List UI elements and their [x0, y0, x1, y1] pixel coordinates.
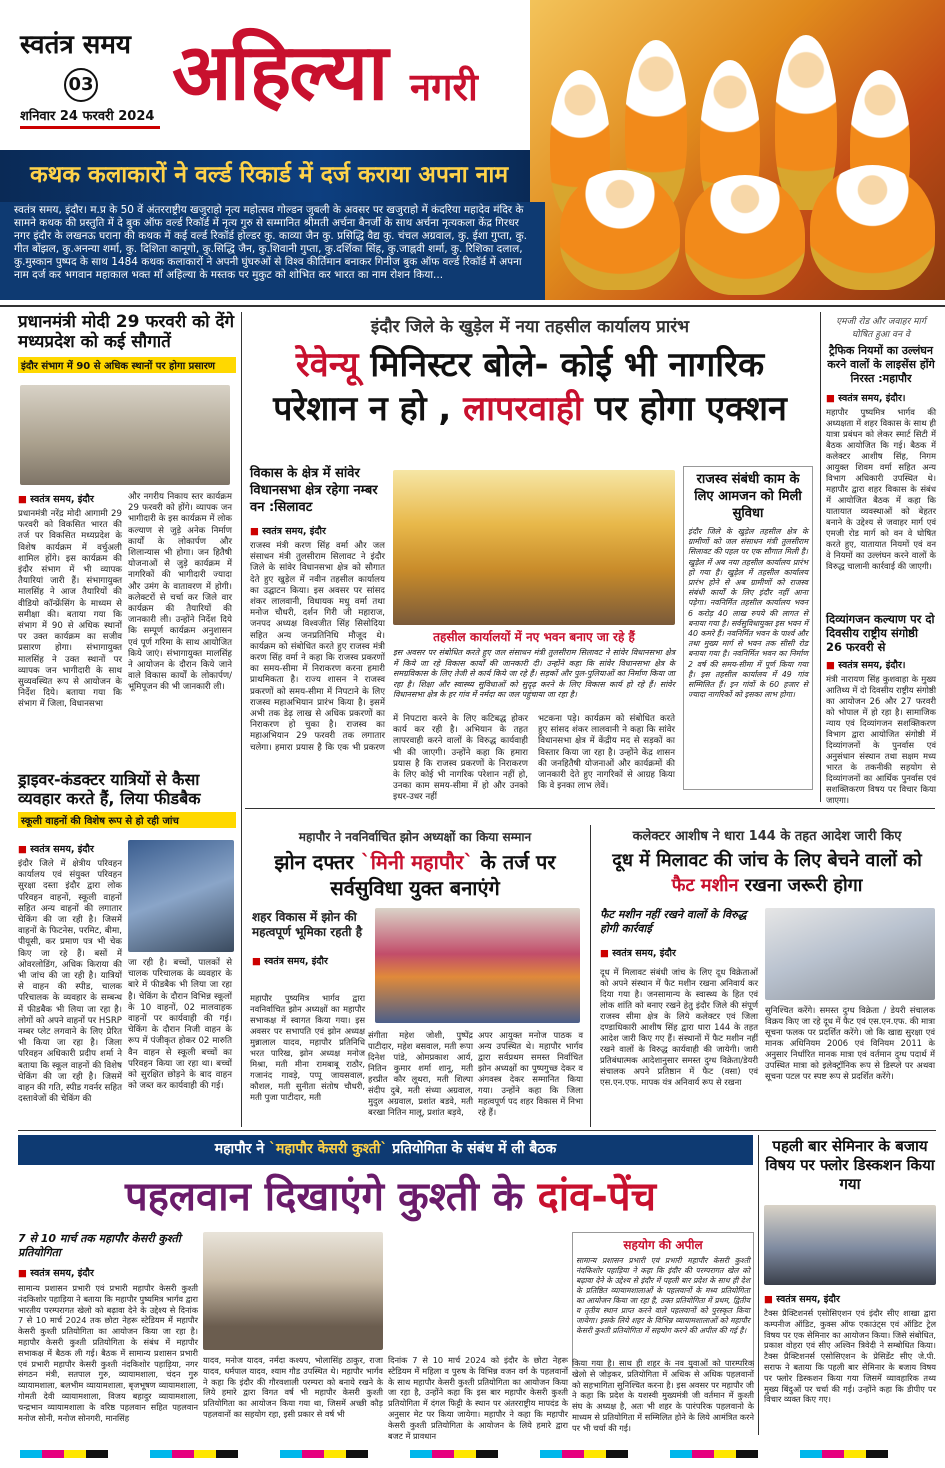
- revenue-body-c: भटकना पड़े। कार्यक्रम को संबोधित करते हुए सांसद शंकर लालवानी ने कहा कि सांवेर विधानसभा क्षेत्र में केंद्रीय मद से सड़कों का विस्तार किया जा रहा है। उन्होंने केंद्र शासन की जनहितैषी योजनाओं और कार्यक्रमों की जानकारी देते हुए नागरिकों से आग्रह किया कि वे इनका लाभ लेवें।: [538, 714, 675, 792]
- tehsil-caption-text: इस अवसर पर संबोधित करते हुए जल संसाधन मंत्री तुलसीराम सिलावट ने सांवेर विधानसभा क्षेत्र में किये जा रहे विकास कार्यों की जानकारी दी। उन्होंने कहा कि सांवेर विधानसभा क्षेत्र के समग्रविकास के लिए तेजी से कार्य किये जा रहे हैं। सड़कों और पुल-पुलियाओं का निर्माण किया जा रहा है। शिक्षा और स्वास्थ्य सुविधाओं को सुदृढ़ करने के लिए विकास कार्य हो रहे हैं। सांवेर विधानसभा क्षेत्र के हर गांव में नर्मदा का जल पहुंचाया जा रहा है।: [393, 648, 675, 699]
- seminar-body-col: [764, 1292, 936, 1438]
- traffic-body: महापौर पुष्यमित्र भार्गव की अध्यक्षता में शहर विकास के साथ ही यात्रा प्रबंधन को लेकर स्मार्ट सिटी में बैठक आयोजित कि गई। बैठक में कलेक्टर आशीष सिंह, निगम आयुक्त शिवम वर्मा सहित अन्य विभाग अधिकारी उपस्थित थे। महापौर द्वारा शहर विकास के संबंध में आयोजित बैठक में कहा कि यातायात व्यवस्थाओं को बेहतर बनाने के उद्देश्य से जवाहर मार्ग एवं एमजी रोड मार्ग को वन वे घोषित करते हुए, यातायात नियमों एवं वन वे नियमों का उल्लंघन करने वालों के विरुद्ध चालानी कार्रवाई की जाएगी।: [826, 407, 936, 571]
- seminar-byline: ■ स्वतंत्र समय, इंदौर: [764, 1292, 936, 1305]
- wrestling-banner-b: प्रतियोगिता के संबंध में ली बैठक: [392, 1141, 557, 1157]
- seminar-headline: पहली बार सेमिनार के बजाय विषय पर फ्लोर डिस्कशन किया गया: [765, 1137, 935, 1193]
- revenue-sidebar: [683, 466, 813, 790]
- divider: [245, 808, 935, 809]
- wrestling-left: [18, 1232, 198, 1448]
- divider: [18, 1130, 936, 1131]
- wrestling-banner-a: महापौर ने: [214, 1141, 265, 1157]
- zone-body-b: संगीता महेश जोशी, पुष्पेंद्र पाटीदार, महेश बसवाल, मती रूपा दिनेश पांडे, ओमप्रकाश आर्य, नितिन कुमार शर्मा शानू, मती हरप्रीत कौर लूथरा, मती शिल्पा संदीप दुबे, मती संध्या अग्रवाल, मुदुल अग्रवाल, प्रशांत बडवे, मती बरखा नितिन मालू, प्रशांत बड़वे,: [368, 1030, 473, 1117]
- modi-body-a: प्रधानमंत्री नरेंद्र मोदी आगामी 29 फरवरी को विकसित भारत की तर्ज पर विकसित मध्यप्रदेश के विशेष कार्यक्रम में वर्चुअली शामिल होंगे। इस कार्यक्रम की इंदौर संभाग में भी व्यापक तैयारियां जारी हैं। संभागायुक्त मालसिंह ने आज तैयारियों की वीडियो कॉन्फ्रेंसिंग के माध्यम से समीक्षा की। बताया गया कि संभाग में 90 से अधिक स्थानों पर उक्त कार्यक्रम का सजीव प्रसारण होगा। संभागायुक्त मालसिंह ने उक्त स्थानों पर व्यापक जन भागीदारी के साथ सुव्यवस्थित रूप से आयोजन के निर्देश दिये। बताया गया कि संभाग में जिला, विधानसभा: [18, 509, 122, 710]
- milk-article: [598, 826, 936, 898]
- wrestling-body-b-col: [203, 1355, 383, 1435]
- divyang-body: मंत्री नारायण सिंह कुशवाहा के मुख्य आतिथ्य में दो दिवसीय राष्ट्रीय संगोष्ठी का आयोजन 26 और 27 फरवरी को भोपाल में हो रहा है। सामाजिक न्याय एवं दिव्यांगजन सशक्तिकरण विभाग द्वारा आयोजित संगोष्ठी में दिव्यांगजनों के पुनर्वास एवं अनुसंधान संस्थान तथा सक्षम मध्य भारत के तकनीकी सहयोग से दिव्यांगजनों का आर्थिक पुनर्वास एवं सशक्तिकरण विषय पर विचार किया जाएगा।: [826, 674, 936, 805]
- milk-headline-b: रखना जरूरी होगा: [744, 875, 863, 896]
- section-title-suffix: नगरी: [410, 65, 478, 109]
- wrestling-body-d: किया गया है। साथ ही शहर के नव युवाओं को पारम्परिक खेलो से जोड़कर, प्रतियोगिता में अधिक से अधिक पहलवानों को सहभागिता सुनिश्चित करना है। इस अवसर पर महापौर जी ने कहा कि प्रदेश के यशस्वी मुख्यमंत्री जी वर्तमान में कुश्ती संघ के अध्यक्ष है, अतः भी शहर के पारंपरिक पहलवानो के माध्यम से प्रतियोगिता में सम्मिलित होने के लिये आमंत्रित करने पर भी चर्चा की गई।: [572, 1358, 754, 1433]
- zone-presidents-photo: [375, 908, 580, 1023]
- zone-byline: ■ स्वतंत्र समय, इंदौर: [252, 954, 370, 967]
- revenue-headline-l1: मिनिस्टर बोले- कोई भी नागरिक: [370, 345, 765, 385]
- column-rule: [820, 312, 821, 802]
- milk-kicker: कलेक्टर आशीष ने धारा 144 के तहत आदेश जारी किए: [632, 829, 902, 844]
- zone-article: [250, 828, 580, 901]
- milk-deck: फैट मशीन नहीं रखने वालों के विरुद्ध होगी कार्रवाई: [600, 908, 747, 935]
- divyang-article: [826, 612, 936, 805]
- appeal-text: सामान्य प्रशासन प्रभारी एवं प्रभारी महापौर केसरी कुश्ती नंदकिशोर पहाड़िया ने कहा कि इंदौर की परम्परागत खेल को बढ़ावा देने के उद्देश्य से इंदौर में पहली बार प्रदेश के साथ ही देश के प्रतिष्ठित व्यायामशालाओं के पहलवानों के मध्य प्रतियोगिता का आयोजन किया जा रहा है, उक्त प्रतियोगिता में प्रथम, द्वितीय व तृतीय स्थान प्राप्त करने वाले पहलवानों को पुरस्कृत किया जायेगा। इसके लिये शहर के विभिन्न व्यायामशालाओं को महापौर केसरी कुश्ती प्रतियोगिता में सहयोग करने की अपील की गई है।: [576, 1256, 750, 1335]
- page-number: 03: [64, 68, 98, 102]
- revenue-headline-red: रेवेन्यू: [295, 345, 359, 385]
- milk-headline-red: फैट मशीन: [671, 875, 739, 896]
- appeal-box: [572, 1232, 754, 1368]
- brand-name: स्वतंत्र समय: [20, 30, 131, 60]
- driver-body-a: इंदौर जिले में क्षेत्रीय परिवहन कार्यालय एवं संयुक्त परिवहन सुरक्षा दस्ता इंदौर द्वारा लोक परिवहन वाहनों, स्कूली वाहनों सहित अन्य वाहनों की लगातार चेकिंग की जा रही है। जिसमें वाहनों के फिटनेस, परमिट, बीमा, पीयूसी, कर प्रमाण पत्र भी चेक किए जा रहे हैं। बसों में ओवरलोडिंग, अधिक किराया की भी जांच की जा रही है। यात्रियों से वाहन की स्पीड, चालक परिचालक के व्यवहार के सम्बन्ध में फीडबैक भी लिया जा रहा है। लोगों को अपने वाहनों पर HSRP नम्बर प्लेट लगवाने के लिए प्रेरित भी किया जा रहा है। जिला परिवहन अधिकारी प्रदीप शर्मा ने बताया कि स्कूल वाहनों की विशेष चेकिंग की जा रही है। जिसमें वाहन की गति, स्पीड गवर्नर सहित दस्तावेजों की चेकिंग की: [18, 859, 122, 1105]
- issue-date: शनिवार 24 फरवरी 2024: [20, 109, 155, 124]
- wrestling-headline: [28, 1172, 753, 1222]
- zone-deck-block: [252, 910, 370, 967]
- milk-body-a: दूध में मिलावट संबंधी जांच के लिए दूध विक्रेताओं को अपने संस्थान में फैट मशीन रखना अनिवार्य कर दिया गया है। जनसामान्य के स्वास्थ्य के हित एवं लोक शांति को बनाए रखने हेतु इंदौर जिले की संपूर्ण राजस्व सीमा क्षेत्र के लिये कलेक्टर एवं जिला दण्डाधिकारी आशीष सिंह द्वारा धारा 144 के तहत आदेश जारी किए गए हैं। संस्थानों में फैट मशीन नहीं रखने वालों के विरुद्ध कार्यवाही की जायेगी। जारी प्रतिबंधात्मक आदेशानुसार समस्त दुग्ध विक्रेता/डेयरी संचालक अपने प्रतिष्ठान में फैट (वसा) एवं एस.एन.एफ. मापक यंत्र अनिवार्य रूप से रखना: [600, 967, 758, 1087]
- revenue-sidebar-head: राजस्व संबंधी काम के लिए आमजन को मिली सुविधा: [694, 472, 802, 521]
- zone-deck: शहर विकास में झोन की महत्वपूर्ण भूमिका रहती है: [252, 910, 363, 939]
- wrestling-banner-quote: `महापौर केसरी कुश्ती`: [269, 1141, 388, 1157]
- wrestling-meeting-photo: [203, 1232, 383, 1350]
- wrestling-byline: ■ स्वतंत्र समय, इंदौर: [18, 1266, 198, 1279]
- modi-body-col2: [128, 492, 232, 754]
- zone-body-a: महापौर पुष्यमित्र भार्गव द्वारा नवनिर्वाचित झोन अध्यक्षों का महापौर सभाकक्ष में स्वागत किया गया। इस अवसर पर सभापति एवं झोन अध्यक्ष मुन्नालाल यादव, महापौर प्रतिनिधि भरत पारिख, झोन अध्यक्ष मनोज मिश्रा, मती मीना रामबाबू राठौर, गजानंद गावड़े, पप्पू जायसवाल, कौशल, मती सुनीता संतोष चौधरी, मती पुजा पाटीदार, मती: [250, 993, 365, 1102]
- zone-body-c: अपर आयुक्त मनोज पाठक व अन्य उपस्थित थे। महापौर भार्गव द्वारा सर्वप्रथम समस्त निर्वाचित झोन अध्यक्षों का पुष्पगुच्छ देकर व अंगवस्त्र देकर सम्मानित किया गया। उन्होंने कहा कि जिला महत्वपूर्ण पद शहर विकास में निभा रहे हैं।: [478, 1030, 583, 1117]
- zone-headline-a: झोन दफ्तर: [274, 850, 354, 874]
- zone-body-b-col: [368, 1030, 473, 1128]
- milk-left: [600, 908, 758, 1123]
- driver-body-col1: [18, 842, 122, 1134]
- seminar-body: टैक्स प्रैक्टिशनर्स एसोसिएशन एवं इंदौर सीए शाखा द्वारा कम्पनीज ऑडिट, कुक्स ऑफ एकाउंट्स एवं ऑडिट ट्रेल विषय पर एक सेमिनार का आयोजन किया। जिसे संबोधित, प्रकाश वोहरा एवं सीए अश्विन त्रिवेदी ने सम्बोधित किया। टैक्स प्रैक्टिशनर्स एसोसिएशन के प्रेसिडेंट सीए जे.पी. सराफ ने बताया कि पहली बार सेमिनार के बजाय विषय पर फ्लोर डिस्कशन किया गया जिसमें व्यावहारिक तथ्य मुख्य बिंदुओं पर चर्चा की गई। उन्होंने कहा कि डीपीए पर विचार व्यक्त किए गए।: [764, 1308, 936, 1405]
- modi-headline: प्रधानमंत्री मोदी 29 फरवरी को देंगे मध्यप्रदेश को कई सौगातें: [18, 312, 235, 353]
- meeting-photo: [20, 385, 230, 485]
- revenue-body-b: में निपटारा करने के लिए कटिबद्ध होकर कार्य कर रही है। अभियान के तहत लापरवाही करने वालों के विरुद्ध कार्यवाही भी की जाएगी। उन्होंने कहा कि हमारा प्रयास है कि राजस्व प्रकरणों के निराकरण के लिए कोई भी नागरिक परेशान नहीं हो, उनका काम समय-सीमा में हो और उनको इधर-उधर नहीं: [393, 714, 528, 803]
- zone-headline-b: के तर्ज पर सर्वसुविधा युक्त बनाएंगे: [330, 850, 556, 900]
- kathak-headline: कथक कलाकारों ने वर्ल्ड रिकार्ड में दर्ज कराया अपना नाम: [30, 162, 509, 188]
- wrestling-body-c: दिनांक 7 से 10 मार्च 2024 को इंदौर के छोटा नेहरू स्टेडियम में महिला व पुरुष के विभिन्न वजन वर्ग के पहलवानों के साथ महापौर केसरी कुश्ती प्रतियोगिता का आयोजन किया जा रहा है, उन्होंने कहा कि इस बार महापौर केसरी कुश्ती प्रतियोगिता में दंगल फिट्टी के स्थान पर अंतरराष्ट्रीय मापदंड के अनुसार मेट पर किया जायेगा। महापौर ने कहा कि महापौर केसरी कुश्ती प्रतियोगिता के आयोजन के लिये हमारे द्वारा बजट में प्रावधान: [388, 1355, 568, 1441]
- seminar-photo: [764, 1205, 936, 1285]
- driver-body-b: जा रही है। बच्चों, पालकों से चालक परिचालक के व्यवहार के बारे में फीडबैक भी लिया जा रहा है। चेकिंग के दौरान विभिन्न स्कूलों के 10 वाहनों, 02 मालवाहक वाहनों पर कार्यवाही की गई। चेकिंग के दौरान निजी वाहन के रूप में पंजीकृत होकर 02 मारुति वैन वाहन से स्कूली बच्चों का परिवहन किया जा रहा था। बच्चों को सुरक्षित छोड़ने के बाद वाहन को जब्त कर कार्यवाही की गई।: [128, 958, 232, 1092]
- wrestling-body-c-col: [388, 1355, 568, 1441]
- bus-inspection-photo: [128, 840, 234, 952]
- milk-body-b-col: [765, 1005, 935, 1125]
- column-rule: [590, 825, 591, 1127]
- registration-marks: [20, 1450, 925, 1458]
- appeal-head: सहयोग की अपील: [623, 1238, 703, 1252]
- section-title: अहिल्या: [172, 28, 387, 118]
- revenue-article: [250, 314, 810, 431]
- seminar-article: [764, 1137, 936, 1194]
- revenue-left: [250, 465, 385, 759]
- revenue-byline: ■ स्वतंत्र समय, इंदौर: [250, 524, 385, 537]
- revenue-deck: विकास के क्षेत्र में सांवेर विधानसभा क्षेत्र रहेगा नम्बर वन :सिलावट: [250, 466, 378, 515]
- divyang-headline: दिव्यांगजन कल्याण पर दो दिवसीय राष्ट्रीय संगोष्ठी 26 फरवरी से: [826, 612, 935, 654]
- milk-testing-photo: [765, 908, 935, 1000]
- tehsil-inauguration-photo: [393, 470, 675, 625]
- driver-body-col2: [128, 958, 232, 1123]
- revenue-headline-l2-red: लापरवाही: [463, 389, 583, 429]
- traffic-kicker: एमजी रोड और जवाहर मार्ग घोषित हुआ वन वे: [836, 317, 926, 340]
- traffic-byline: ■ स्वतंत्र समय, इंदौर।: [826, 391, 936, 404]
- modi-body-b: और नगरीय निकाय स्तर कार्यक्रम 29 फरवरी को होंगे। व्यापक जन भागीदारी के इस कार्यक्रम में लोक कल्याण से जुड़े अनेक निर्माण कार्यों के लोकार्पण और शिलान्यास भी होगा। जन हितैषी योजनाओं से जुड़े कार्यक्रम में नागरिकों की भागीदारी ज्यादा और उमंग के वातावरण में होगी। कलेक्टरों से चर्चा कर जिले वार कार्यक्रम की तैयारियों की जानकारी ली। उन्होंने निर्देश दिये कि सम्पूर्ण कार्यक्रम अनुशासन एवं पूर्ण गरिमा के साथ आयोजित किये जाएं। संभागायुक्त मालसिंह ने आयोजन के दौरान किये जाने वाले विकास कार्यों के लोकार्पण/भूमिपूजन की भी जानकारी ली।: [128, 492, 232, 693]
- modi-subhead: इंदौर संभाग में 90 से अधिक स्थानों पर होगा प्रसारण: [18, 357, 236, 373]
- traffic-article: [826, 314, 936, 605]
- wrestling-body-a: सामान्य प्रशासन प्रभारी एवं प्रभारी महापौर केसरी कुश्ती नंदकिशोर पहाड़िया ने बताया कि महापौर पुष्यमित्र भार्गव द्वारा भारतीय परम्परागत खेलो को बढ़ावा देने के उद्देश्य से दिनांक 7 से 10 मार्च 2024 तक छोटा नेहरू स्टेडियम में महापौर केसरी कुश्ती प्रतियोगिता का आयोजन किया जा रहा है। महापौर केसरी कुश्ती प्रतियोगिता के संबंध में महापौर सभाकक्ष में बैठक ली गई। बैठक में सामान्य प्रशासन प्रभारी एवं प्रभारी महापौर केसरी कुश्ती नंदकिशोर पहाड़िया, नगर संगठन मंत्री, सतपाल गुरु, व्यायामशाला, चंदन गुरु व्यायामशाला, बलभीम व्यायामशाला, बृजभूषण व्यायामशाला, गोमती देवी व्यायामशाला, विजय बहादुर व्यायामशाला, चन्द्रभान व्यायामशाला के वरिष्ठ पहलवान सहित पहलवान मनोज सोनी, मनोज सोनगरी, मानसिंह: [18, 1283, 198, 1423]
- date-underline: [20, 126, 160, 129]
- revenue-body-c-col: [538, 714, 675, 794]
- revenue-kicker: इंदौर जिले के खुड़ेल में नया तहसील कार्यालय प्रारंभ: [370, 317, 690, 337]
- zone-kicker: महापौर ने नवनिर्वाचित झोन अध्यक्षों का किया सम्मान: [298, 830, 532, 844]
- driver-headline: ड्राइवर-कंडक्टर यात्रियों से कैसा व्यवहार करते हैं, लिया फीडबैक: [18, 770, 201, 809]
- zone-body-c-col: [478, 1030, 583, 1128]
- wrestling-body-d-col: [572, 1358, 754, 1436]
- revenue-body-a: राजस्व मंत्री करण सिंह वर्मा और जल संसाधन मंत्री तुलसीराम सिलावट ने इंदौर जिले के सांवेर विधानसभा क्षेत्र को सौगात देते हुए खुड़ेल में नवीन तहसील कार्यालय का उद्घाटन किया। इस अवसर पर सांसद शंकर लालवानी, विधायक मधु वर्मा तथा मनोज चौधरी, दर्शन गिरी जी महाराज, जनपद अध्यक्ष विश्वजीत सिंह सिसोदिया सहित अन्य जनप्रतिनिधि मौजूद थे। कार्यक्रम को संबोधित करते हुए राजस्व मंत्री करण सिंह वर्मा ने कहा कि राजस्व प्रकरणों का समय-सीमा में निराकरण करना हमारी प्राथमिकता है। राज्य शासन ने राजस्व प्रकरणों को समय-सीमा में निपटाने के लिए राजस्व महाअभियान प्रारंभ किया है। इसमें अभी तक डेढ़ लाख से अधिक प्रकरणों का निराकरण हो चुका है। राजस्व का महाअभियान 29 फरवरी तक लगातार चलेगा। हमारा प्रयास है कि एक भी प्रकरण: [250, 541, 385, 753]
- modi-article: [18, 312, 236, 373]
- wrestling-body-b: यादव, मनोज यादव, नर्मदा कश्यप, भोलासिंह ठाकुर, राजा यादव, धर्मपाल यादव, श्याम गौड उपस्थित थे। महापौर भार्गव ने कहा कि इंदौर की गौरवशाली परम्परा को बनाये रखने के लिये हमारे द्वारा विगत वर्ष भी महापौर केसरी कुश्ती प्रतियोगिता का आयोजन किया गया था, जिसमें अच्छी कौड़ पहलवानों का सहयोग रहा, इसी प्रकार से वर्ष भी: [203, 1355, 383, 1419]
- zone-headline-red: `मिनी महापौर`: [360, 850, 474, 874]
- tehsil-caption-block: [393, 628, 675, 714]
- wrestling-banner-text: [18, 1139, 753, 1158]
- traffic-headline: ट्रैफिक नियमों का उल्लंघन करने वालों के लाइसेंस होंगे निरस्त :महापौर: [827, 344, 935, 385]
- milk-body-b: सुनिश्चित करेंगे। समस्त दुग्ध विक्रेता / डेयरी संचालक विक्रय किए जा रहे दूध में फैट एवं एस.एन.एफ. की मात्रा सूचना फलक पर प्रदर्शित करेंगे। जो कि खाद्य सुरक्षा एवं मानक अधिनियम 2006 एवं विनियम 2011 के अनुसार निर्धारित मानक मात्रा एवं वर्तमान दुग्ध पदार्थ में उपस्थित मात्रा को इलेक्ट्रॉनिक रूप से डिस्प्ले पर अथवा सूचना पटल पर स्पष्ट रूप से प्रदर्शित करेंगे।: [765, 1005, 936, 1081]
- revenue-body-b-col: [393, 714, 528, 803]
- zone-body-a-col: [250, 993, 365, 1128]
- driver-byline: ■ स्वतंत्र समय, इंदौर: [18, 842, 122, 855]
- wrestling-deck: 7 से 10 मार्च तक महापौर केसरी कुश्ती प्रतियोगिता: [18, 1232, 181, 1259]
- driver-article: [18, 770, 236, 828]
- divyang-byline: ■ स्वतंत्र समय, इंदौर।: [826, 658, 936, 671]
- kathak-story-text: स्वतंत्र समय, इंदौर। म.प्र के 50 वें अंतरराष्ट्रीय खजुराहो नृत्य महोत्सव गोल्डन जुबली के अवसर पर खजुराहो में कंदरिया महादेव मंदिर के सामने कथक की प्रस्तुति में दे बुक ऑफ वर्ल्ड रिकॉर्ड में नृत्य गुरु से सम्मानित श्रीमती अर्चना बैनर्जी के साथ अर्चना नृत्यकला केंद्र गिरधर नगर इंदौर के लखनऊ घराना की कथक में कई वर्ल्ड रिकॉर्ड होल्डर कु. काव्या जैन कु. प्रसिद्धि वैद्य कु. चंचल अग्रवाल, कु. ईशा गुप्ता, कु. गीत बोंझल, कु.अनन्या शर्मा, कु. दिशिता कानूगो, कु.सिद्धि जैन, कु.शिवानी गुप्ता, कु.दर्शिका सिंह, कु.जाह्नवी शर्मा, कु. रिशिका दलाल, कु.मुस्कान पुष्पद के साथ 1484 कथक कलाकारों ने अपनी घुंघरुओं से विश्व कीर्तिमान बनाकर गिनीज बुक ऑफ वर्ल्ड रिकॉर्ड में अपना नाम दर्ज कर भगवान महाकाल भक्त माँ अहिल्या के मस्तक पर मुकुट को शोभित कर भारत का नाम रोशन किया...: [14, 204, 527, 281]
- tehsil-caption: तहसील कार्यालयों में नए भवन बनाए जा रहे हैं: [433, 630, 635, 644]
- modi-body-col1: [18, 492, 122, 764]
- milk-byline: ■ स्वतंत्र समय, इंदौर: [600, 946, 758, 959]
- masthead: [0, 0, 945, 300]
- kathak-dancers-photo: [530, 0, 945, 300]
- driver-subhead: स्कूली वाहनों की विशेष रूप से हो रही जांच: [18, 812, 236, 828]
- revenue-headline-l2: परेशान न हो ,: [273, 389, 452, 429]
- revenue-sidebar-text: इंदौर जिले के खुड़ेल तहसील क्षेत्र के ग्रामीणों को जल संसाधन मंत्री तुलसीराम सिलावट की पहल पर एक सौगात मिली है। खुड़ेल में अब नया तहसील कार्यालय प्रारंभ हो गया है। खुड़ेल में तहसील कार्यालय प्रारंभ होने से अब ग्रामीणों को राजस्व संबंधी कार्यों के लिए इंदौर नहीं आना पड़ेगा। नवनिर्मित तहसील कार्यालय भवन 6 करोड़ 40 लाख रुपये की लागत से बनाया गया है। सर्वसुविधायुक्त इस भवन में 40 कमरे हैं। नवनिर्मित भवन के पार्श्व और तथा मुख्य मार्ग से भवन तक सीसी रोड बनाया गया है। नवनिर्मित भवन का निर्माण 2 वर्ष की समय-सीमा में पूर्ण किया गया है। इस तहसील कार्यालय में 49 गांव सम्मिलित हैं। इन गांवों के 60 हजार से ज्यादा नागरिकों को इसका लाभ होगा।: [688, 527, 808, 700]
- milk-headline-a: दूध में मिलावट की जांच के लिए बेचने वालों को: [612, 850, 922, 871]
- wrestling-headline-a: पहलवान दिखाएंगे कुश्ती के: [124, 1174, 524, 1220]
- column-rule: [241, 312, 242, 1127]
- modi-byline: ■ स्वतंत्र समय, इंदौर: [18, 492, 122, 505]
- revenue-headline-l2-end: पर होगा एक्शन: [594, 389, 787, 429]
- wrestling-headline-red: दांव-पेंच: [537, 1174, 657, 1220]
- divider: [0, 305, 945, 307]
- column-rule: [758, 1135, 759, 1435]
